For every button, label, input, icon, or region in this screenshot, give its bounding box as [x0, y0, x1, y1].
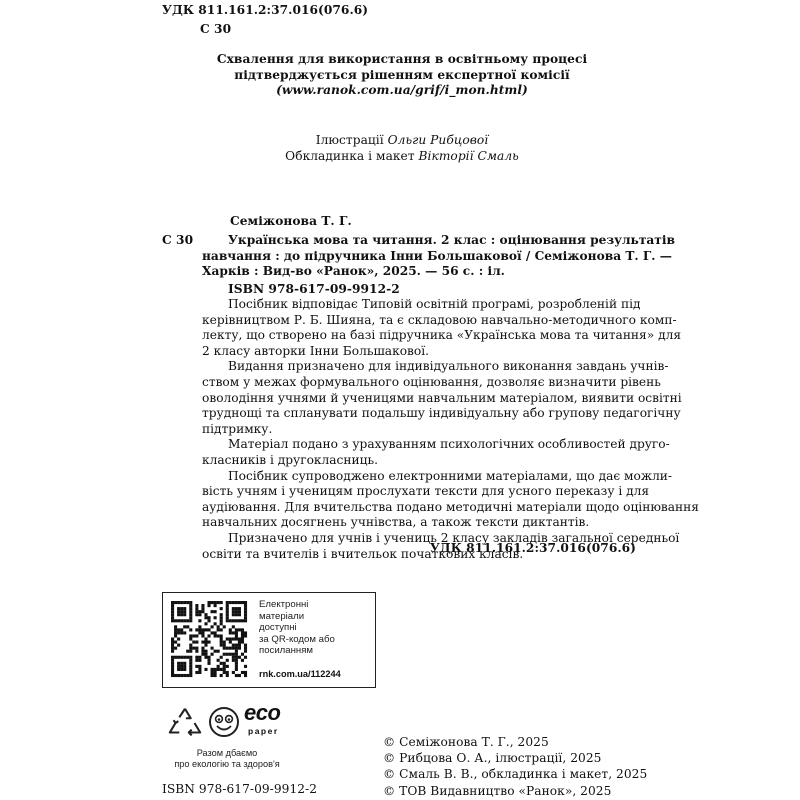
annotation-line: вість учням і ученицям прослухати тексти для усного переказу і для — [202, 484, 650, 499]
annotation-line: керівництвом Р. Б. Шияна, та є складовою навчально-методичного комп- — [202, 312, 677, 327]
annotation-line: лекту, що створено на базі підручника «Українська мова та читання» для — [202, 328, 682, 343]
catalog-title-line: навчання : до підручника Інни Большакової / Семіжонова Т. Г. — — [202, 248, 672, 263]
illustrations-name: Ольги Рибцової — [387, 133, 489, 147]
annotation-line: 2 класу авторки Інни Большакової. — [202, 343, 429, 358]
eco-logo-sub: paper — [248, 726, 279, 736]
annotation-paragraph — [202, 437, 670, 468]
udk-header: УДК 811.161.2:37.016(076.6) — [162, 3, 369, 17]
qr-text-line: доступні — [259, 622, 297, 634]
annotation-line: навчальних досягнень учнівства, а також тексти диктантів. — [202, 515, 590, 530]
approval-block — [162, 52, 642, 99]
copyright-line: © Семіжонова Т. Г., 2025 — [383, 735, 549, 749]
annotation-line: освіти та вчителів і вчительок початкових класів. — [202, 546, 524, 561]
eco-slogan-line: Разом дбаємо — [196, 748, 258, 758]
qr-text-line: матеріали — [259, 610, 305, 622]
qr-text-line: Електронні — [259, 599, 309, 610]
annotation — [202, 297, 699, 562]
annotation-line: аудіювання. Для вчительства подано методичні матеріали щодо оцінювання — [202, 499, 699, 514]
copyright-line: © Смаль В. В., обкладинка і макет, 2025 — [383, 767, 648, 782]
catalog-title — [202, 233, 675, 280]
copyright-block — [383, 734, 647, 799]
cover-name: Вікторії Смаль — [418, 148, 519, 163]
annotation-line: Посібник відповідає Типовій освітній програмі, розробленій під — [228, 297, 641, 311]
illustrations-credit — [162, 133, 642, 149]
annotation-line: Посібник супроводжено електронними матеріалами, що дає можли- — [228, 468, 673, 483]
qr-link[interactable]: rnk.com.ua/112244 — [259, 669, 341, 679]
copyright-line: © ТОВ Видавництво «Ранок», 2025 — [383, 783, 612, 798]
author-heading: Семіжонова Т. Г. — [230, 214, 352, 228]
credits-block — [162, 133, 642, 164]
annotation-line: Видання призначено для індивідуального виконання завдань учнів- — [228, 359, 669, 374]
bbk-header: С 30 — [200, 22, 232, 36]
qr-text — [259, 599, 335, 657]
annotation-line: класників і другокласниць. — [202, 452, 378, 467]
annotation-line: труднощі та спланувати подальшу індивідуальну або групову педагогічну — [202, 406, 681, 421]
udk-bottom: УДК 811.161.2:37.016(076.6) — [429, 541, 636, 555]
isbn-bottom: ISBN 978-617-09-9912-2 — [162, 782, 318, 796]
annotation-line: Матеріал подано з урахуванням психологічних особливостей друго- — [228, 437, 670, 452]
catalog-title-line: Харків : Вид-во «Ранок», 2025. — 56 с. : іл. — [202, 264, 505, 279]
annotation-line: оволодіння учнями й ученицями навчальним матеріалом, виявити освітні — [202, 390, 682, 405]
qr-text-line: за QR-кодом або — [259, 633, 335, 645]
annotation-paragraph — [202, 468, 699, 531]
recycle-icon — [166, 704, 204, 742]
annotation-paragraph — [202, 359, 682, 437]
eco-slogan — [162, 748, 292, 770]
eco-logos — [162, 702, 292, 746]
catalog-index: С 30 — [162, 233, 194, 247]
annotation-paragraph — [202, 297, 682, 359]
catalog-isbn: ISBN 978-617-09-9912-2 — [228, 282, 400, 296]
approval-line-1: Схвалення для використання в освітньому процесі — [216, 52, 588, 66]
qr-code-icon[interactable] — [171, 601, 247, 677]
eco-logo-word: eco — [244, 700, 281, 725]
copyright-line: © Рибцова О. А., ілюстрації, 2025 — [383, 751, 602, 766]
qr-materials-box — [162, 592, 376, 688]
catalog-title-line: Українська мова та читання. 2 клас : оцінювання результатів — [228, 233, 675, 247]
approval-link[interactable]: (www.ranok.com.ua/grif/i_mon.html) — [276, 83, 528, 98]
cover-credit — [162, 149, 642, 165]
qr-text-line: посиланням — [259, 645, 314, 657]
approval-line-2: підтверджується рішенням експертної комісії — [234, 67, 570, 82]
illustrations-label: Ілюстрації — [315, 133, 384, 147]
cover-label: Обкладинка і макет — [285, 148, 415, 163]
annotation-line: Призначено для учнів і учениць 2 класу закладів загальної середньої — [228, 530, 680, 545]
annotation-line: ством у межах формувального оцінювання, дозволяє визначити рівень — [202, 374, 661, 389]
annotation-line: підтримку. — [202, 421, 273, 436]
smile-face-icon — [208, 706, 240, 738]
eco-slogan-line: про екологію та здоров'я — [174, 759, 280, 769]
